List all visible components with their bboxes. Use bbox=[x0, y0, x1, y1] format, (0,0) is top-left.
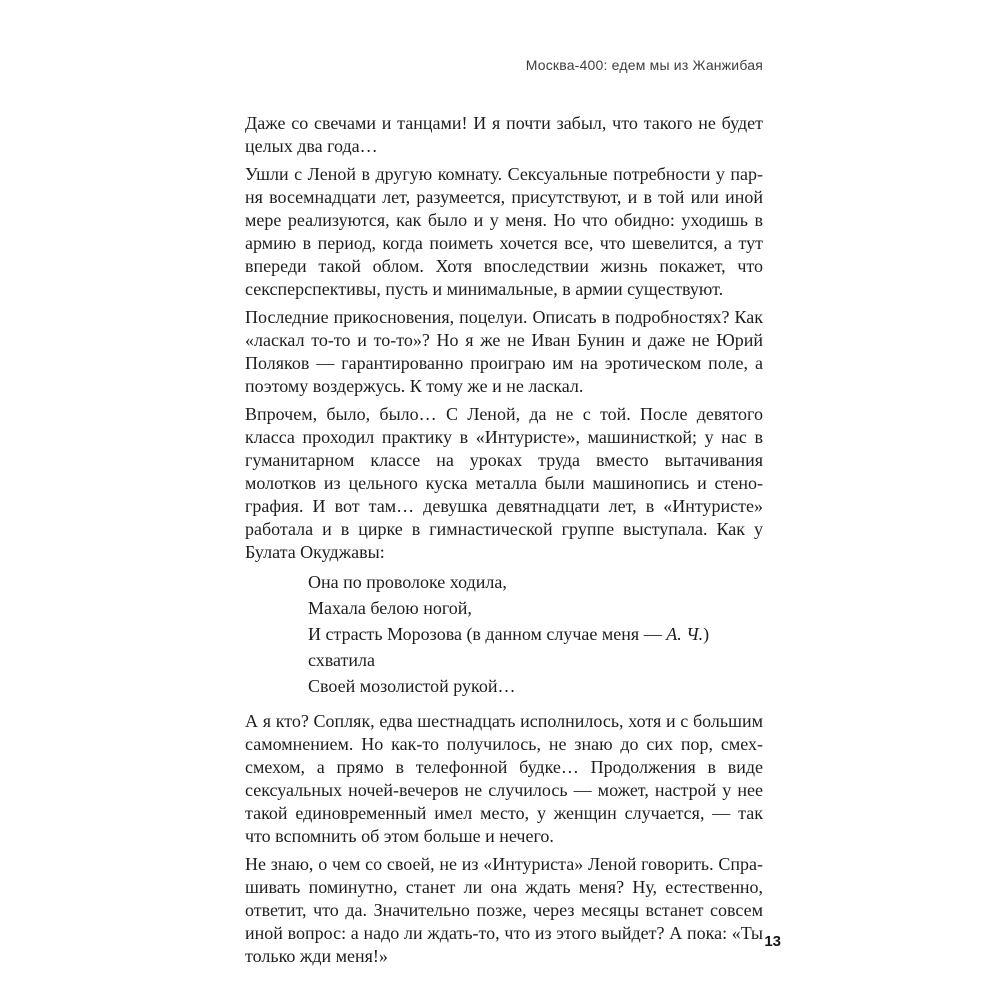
body-paragraph: Даже со свечами и танцами! И я почти забыл, что такого не будет целых два года… bbox=[245, 113, 763, 156]
verse-line bbox=[308, 621, 763, 673]
verse-line-text: ) схватила bbox=[308, 624, 710, 670]
verse-author-initials: А. Ч. bbox=[666, 624, 704, 644]
body-paragraph: Последние прикосновения, поцелуи. Описать в подробностях? Как «ласкал то-то и то-то»? Но я же не Иван Бунин и даже не Юрий Поляков — гарантированно проиграю им на эротическом поле, а поэтому воздержусь. К тому же и не ласкал. bbox=[245, 307, 763, 396]
body-paragraph: Впрочем, было, было… С Леной, да не с той. После девятого класса проходил практику в «Интуристе», машинисткой; у нас в гуманитарном классе на уроках труда вместо вытачивания молотков из цельного куска металла были машинопись и стенография. И вот там… девушка девятнадцати лет, в «Интуристе» работала и в цирке в гимнастической группе выступала. Как у Булата Окуджавы: bbox=[245, 404, 763, 562]
verse-line: Своей мозолистой рукой… bbox=[308, 676, 516, 696]
body-paragraph: Не знаю, о чем со своей, не из «Интуриста» Леной говорить. Спрашивать поминутно, станет ли она ждать меня? Ну, естественно, ответит, что да. Значительно позже, через месяцы встанет совсем иной вопрос: а надо ли ждать-то, что из этого выйдет? А пока: «Ты только жди меня!» bbox=[245, 854, 763, 966]
body-paragraph: Ушли с Леной в другую комнату. Сексуальные потребности у парня восемнадцати лет, разумеется, присутствуют, и в той или иной мере реализуются, как было и у меня. Но что обидно: уходишь в армию в период, когда поиметь хочется все, что шевелится, а тут впереди такой облом. Хотя впоследствии жизнь покажет, что сексперспективы, пусть и минимальные, в армии существуют. bbox=[245, 164, 763, 299]
running-header: Москва-400: едем мы из Жанжибая bbox=[525, 57, 763, 73]
verse-line: Махала белою ногой, bbox=[308, 598, 472, 618]
body-paragraph: А я кто? Сопляк, едва шестнадцать исполнилось, хотя и с большим самомнением. Но как-то получилось, не знаю до сих пор, смех-смехом, а прямо в телефонной будке… Продолжения в виде сексуальных ночей-вечеров не случилось — может, настрой у нее такой единовременный имел место, у женщин случается, — так что вспомнить об этом больше и нечего. bbox=[245, 711, 763, 846]
verse-block bbox=[308, 569, 763, 699]
page-number: 13 bbox=[764, 933, 781, 950]
verse-line: Она по проволоке ходила, bbox=[308, 572, 507, 592]
verse-line-text: И страсть Морозова (в данном случае меня — bbox=[308, 624, 667, 644]
page-body bbox=[245, 112, 763, 973]
